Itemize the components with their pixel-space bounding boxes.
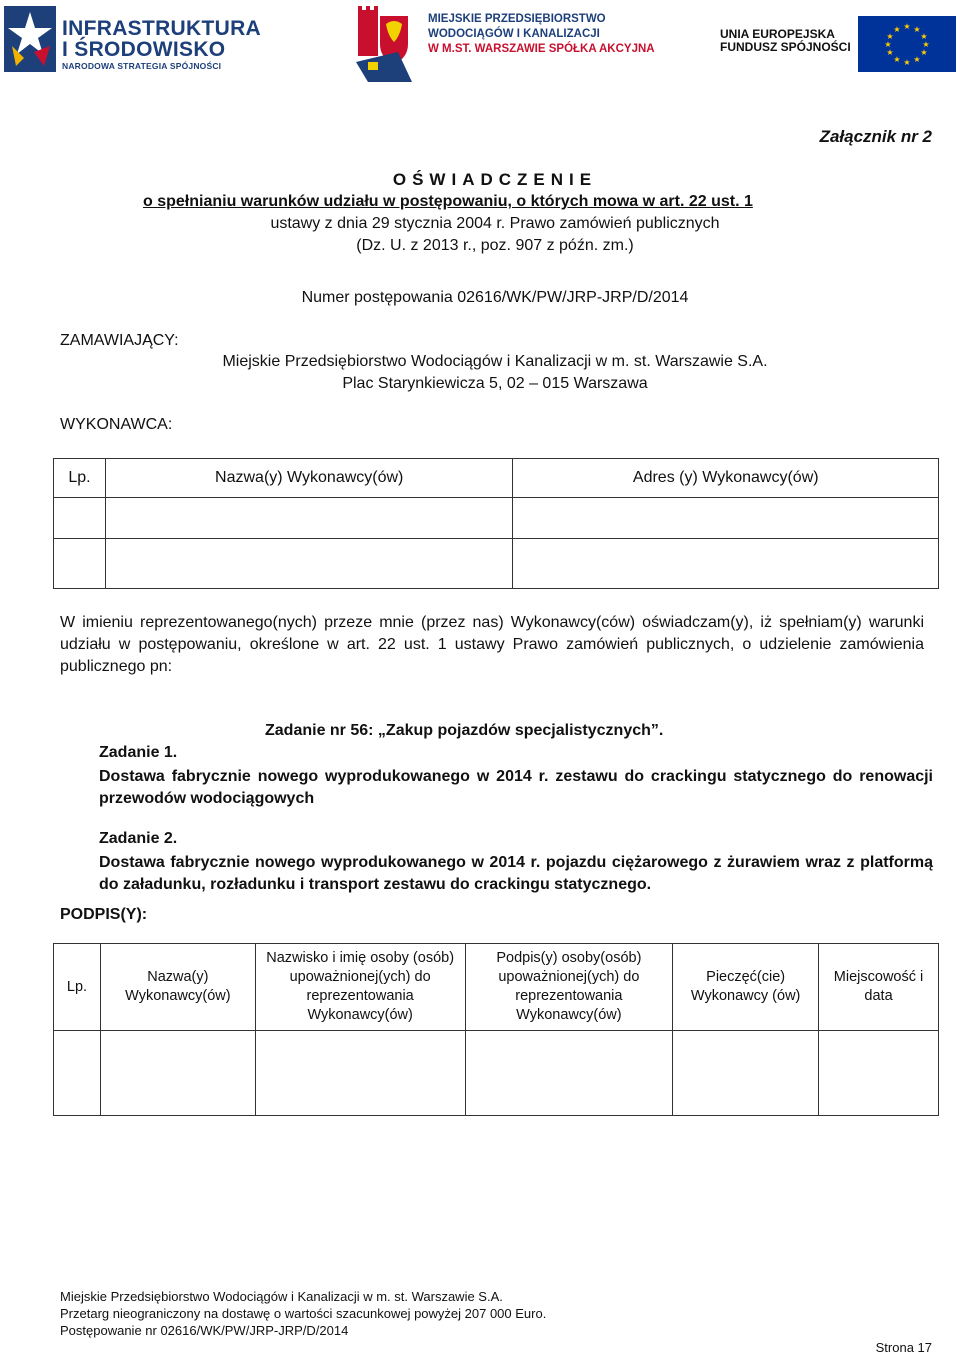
table-row (54, 498, 939, 539)
eu-line1: UNIA EUROPEJSKA (720, 27, 835, 41)
zamawiajacy-address: Plac Starynkiewicza 5, 02 – 015 Warszawa (342, 375, 648, 392)
task-main: Zadanie nr 56: „Zakup pojazdów specjalistycznych”. (265, 722, 664, 739)
eu-line2: FUNDUSZ SPÓJNOŚCI (720, 40, 851, 54)
wykonawca-label: WYKONAWCA: (60, 416, 173, 433)
svg-text:★: ★ (913, 55, 921, 64)
col-header-place-date: Miejscowość i data (819, 944, 939, 1031)
podpis-label: PODPIS(Y): (60, 906, 148, 923)
table-row (54, 539, 939, 589)
svg-text:★: ★ (922, 40, 930, 49)
svg-text:★: ★ (886, 48, 894, 57)
signature-table (53, 943, 939, 1116)
table-cell[interactable] (255, 1031, 465, 1116)
col-header-lp: Lp. (54, 944, 101, 1031)
col-header-lp: Lp. (54, 459, 106, 498)
subtitle-line2: ustawy z dnia 29 stycznia 2004 r. Prawo zamówień publicznych (270, 215, 720, 232)
table-cell[interactable] (465, 1031, 673, 1116)
table-cell[interactable] (105, 539, 513, 589)
logo-is-line3: NARODOWA STRATEGIA SPÓJNOŚCI (62, 61, 222, 71)
table-cell[interactable] (105, 498, 513, 539)
table-cell[interactable] (54, 1031, 101, 1116)
star-emblem-icon (4, 6, 56, 72)
col-header-stamp: Pieczęć(cie) Wykonawcy (ów) (673, 944, 819, 1031)
eu-logo-text (720, 28, 851, 54)
eu-flag-icon (858, 16, 956, 72)
logo-is-line2: I ŚRODOWISKO (62, 38, 226, 61)
svg-text:★: ★ (913, 25, 921, 34)
footer-line3: Postępowanie nr 02616/WK/PW/JRP-JRP/D/2014 (60, 1323, 349, 1338)
svg-text:★: ★ (886, 32, 894, 41)
col-header-signature: Podpis(y) osoby(osób) upoważnionej(ych) do reprezentowania Wykonawcy(ów) (465, 944, 673, 1031)
footer-line2: Przetarg nieograniczony na dostawę o wartości szacunkowej powyżej 207 000 Euro. (60, 1306, 547, 1321)
col-header-contractor-name: Nazwa(y) Wykonawcy(ów) (100, 944, 255, 1031)
svg-text:★: ★ (903, 22, 911, 31)
table-cell[interactable] (54, 539, 106, 589)
subtitle-line1: o spełnianiu warunków udziału w postępowaniu, o których mowa w art. 22 ust. 1 (143, 193, 753, 210)
task2-heading: Zadanie 2. (99, 830, 178, 847)
page-number: Strona 17 (875, 1340, 932, 1355)
table-cell[interactable] (819, 1031, 939, 1116)
table-row (54, 1031, 939, 1116)
task1-heading: Zadanie 1. (99, 744, 178, 761)
svg-text:★: ★ (893, 25, 901, 34)
table-header-row (54, 944, 939, 1031)
mpwik-line3: W M.ST. WARSZAWIE SPÓŁKA AKCYJNA (428, 43, 655, 55)
subtitle-line3: (Dz. U. z 2013 r., poz. 907 z późn. zm.) (356, 237, 634, 254)
document-title: OŚWIADCZENIE (392, 170, 598, 189)
svg-text:★: ★ (920, 32, 928, 41)
zamawiajacy-label: ZAMAWIAJĄCY: (60, 332, 179, 349)
svg-text:★: ★ (884, 40, 892, 49)
table-cell[interactable] (673, 1031, 819, 1116)
table-cell[interactable] (513, 539, 939, 589)
table-cell[interactable] (513, 498, 939, 539)
infrastruktura-logo (4, 4, 262, 76)
table-header-row (54, 459, 939, 498)
table-cell[interactable] (100, 1031, 255, 1116)
svg-text:★: ★ (893, 55, 901, 64)
table-cell[interactable] (54, 498, 106, 539)
mpwik-line2: WODOCIĄGÓW I KANALIZACJI (428, 28, 600, 40)
svg-text:★: ★ (920, 48, 928, 57)
svg-text:★: ★ (903, 58, 911, 67)
task2-text: Dostawa fabrycznie nowego wyprodukowanego w 2014 r. pojazdu ciężarowego z żurawiem wraz z platformą do załadunku, rozładunku i transport zestawu do crackingu statycznego. (99, 854, 933, 893)
col-header-name: Nazwa(y) Wykonawcy(ów) (105, 459, 513, 498)
warsaw-crest-icon (354, 6, 414, 84)
task1-text: Dostawa fabrycznie nowego wyprodukowanego w 2014 r. zestawu do crackingu statycznego do renowacji przewodów wodociągowych (99, 768, 933, 807)
attachment-number: Załącznik nr 2 (819, 127, 932, 146)
proceeding-number: Numer postępowania 02616/WK/PW/JRP-JRP/D/2014 (301, 289, 689, 306)
contractor-table (53, 458, 939, 589)
mpwik-logo-text (428, 12, 655, 57)
footer-line1: Miejskie Przedsiębiorstwo Wodociągów i Kanalizacji w m. st. Warszawie S.A. (60, 1289, 503, 1304)
col-header-person-name: Nazwisko i imię osoby (osób) upoważnionej(ych) do reprezentowania Wykonawcy(ów) (255, 944, 465, 1031)
zamawiajacy-name: Miejskie Przedsiębiorstwo Wodociągów i Kanalizacji w m. st. Warszawie S.A. (222, 353, 768, 370)
col-header-address: Adres (y) Wykonawcy(ów) (513, 459, 939, 498)
mpwik-line1: MIEJSKIE PRZEDSIĘBIORSTWO (428, 13, 606, 25)
logo-is-line1: INFRASTRUKTURA (62, 17, 262, 40)
statement-paragraph: W imieniu reprezentowanego(nych) przeze mnie (przez nas) Wykonawcy(ców) oświadczam(y), iż spełniam(y) warunki udziału w postępowaniu, określone w art. 22 ust. 1 ustawy Prawo zamówień publicznych, o udzielenie zamówienia publicznego pn: (60, 614, 924, 675)
